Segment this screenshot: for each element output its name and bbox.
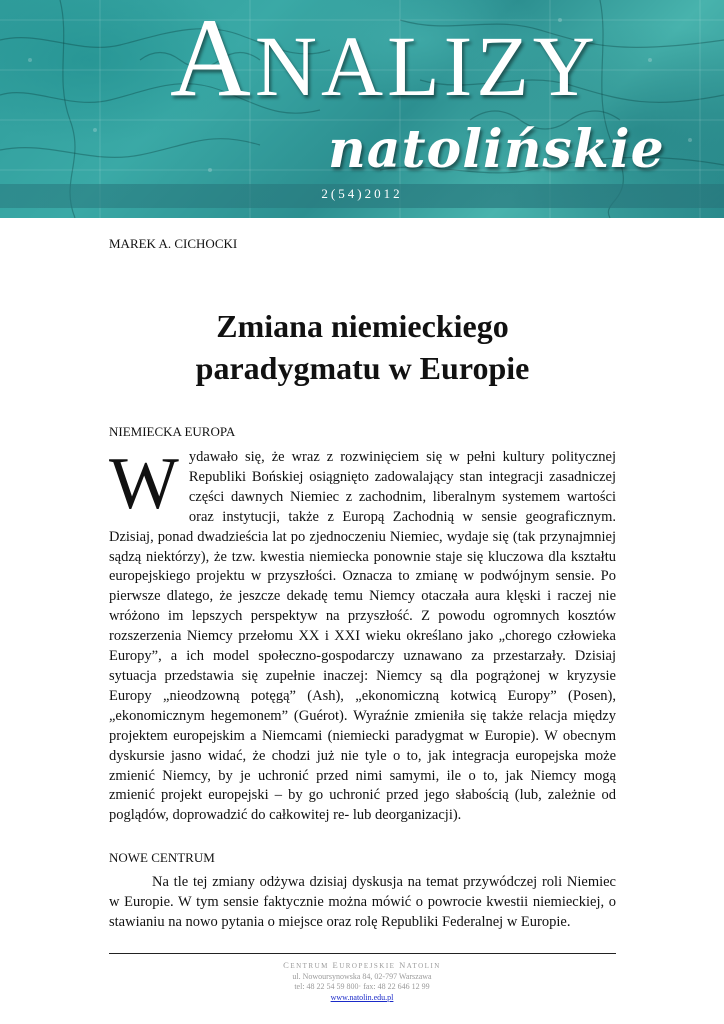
brand-title: ANALIZY [170, 0, 599, 120]
paragraph-text: ydawało się, że wraz z rozwinięciem się w pełni kultury politycznej Republiki Bońskiej osiągnięto zadowalający stan integracji zasadniczej części dawnych Niemiec z zachodnim, liberalnym systemem wartości oraz instytucji, także z Europą Zachodnią w sensie geograficznym. Dzisiaj, ponad dwadzieścia lat po zjednoczeniu Niemiec, wydaje się (tak przynajmniej sądzą niektórzy), że tzw. kwestia niemiecka ponownie staje się kluczowa dla kształtu europejskiego projektu w przyszłości. Oznacza to zmianę w podwójnym sensie. Po pierwsze dlatego, że jeszcze dekadę temu Niemcy otaczała aura klęski i raczej nie wróżono im lepszych perspektyw na przyszłość. Z powodu ogromnych kosztów rozszerzenia Niemcy przełomu XX i XXI wieku określano jako „chorego człowieka Europy”, a ich model społeczno-gospodarczy uznawano za przestarzały. Dzisiaj sytuacja przedstawia się zupełnie inaczej: Niemcy są dla pogrążonej w kryzysie Europy „nieodzowną potęgą” (Ash), „ekonomiczną kotwicą Europy” (Posen), „ekonomicznym hegemonem” (Guérot). Wyraźnie zmieniła się także relacja między projektem europejskim a Niemcami (niemiecki paradygmat w Europie). W obecnym dyskursie jasno widać, że chodzi już nie tyle o to, jak integracja europejska może zmienić Niemcy, by je uchronić przed nimi samymi, ile o to, jak Niemcy mogą zmienić projekt europejski – by go uchronić przed jego słabością (lub, zależnie od poglądów, doprowadzić do całkowitej re- lub deorganizacji). [109, 449, 616, 824]
body-paragraph: Na tle tej zmiany odżywa dzisiaj dyskusja na temat przywódczej roli Niemiec w Europie. W tym sensie faktycznie można mówić o powrocie kwestii niemieckiej, o stawianiu na nowo pytania o miejsce oraz rolę Republiki Federalnej w Europie. [109, 874, 616, 930]
footer-phone: tel: 48 22 54 59 800· fax: 48 22 646 12 99 [294, 982, 430, 991]
brand-subtitle: natolińskie [328, 119, 665, 180]
section-heading: NIEMIECKA EUROPA [109, 424, 236, 439]
footer-website-link[interactable]: www.natolin.edu.pl [330, 992, 394, 1002]
section-heading: NOWE CENTRUM [109, 850, 215, 865]
body-paragraph [109, 443, 616, 826]
footer-address: ul. Nowoursynowska 84, 02-797 Warszawa [292, 971, 432, 981]
issue-number: 2(54)2012 [321, 186, 403, 201]
title-line: Zmiana niemieckiego [216, 308, 509, 344]
footer-organization: CENTRUM EUROPEJSKIE NATOLIN [283, 960, 441, 970]
title-line: paradygmatu w Europie [195, 350, 530, 386]
masthead-banner [0, 0, 724, 218]
page-footer [0, 960, 724, 1003]
footer-divider [109, 953, 616, 954]
drop-cap: W [109, 443, 179, 525]
author-name: MAREK A. CICHOCKI [109, 236, 238, 251]
article-title [109, 305, 616, 389]
